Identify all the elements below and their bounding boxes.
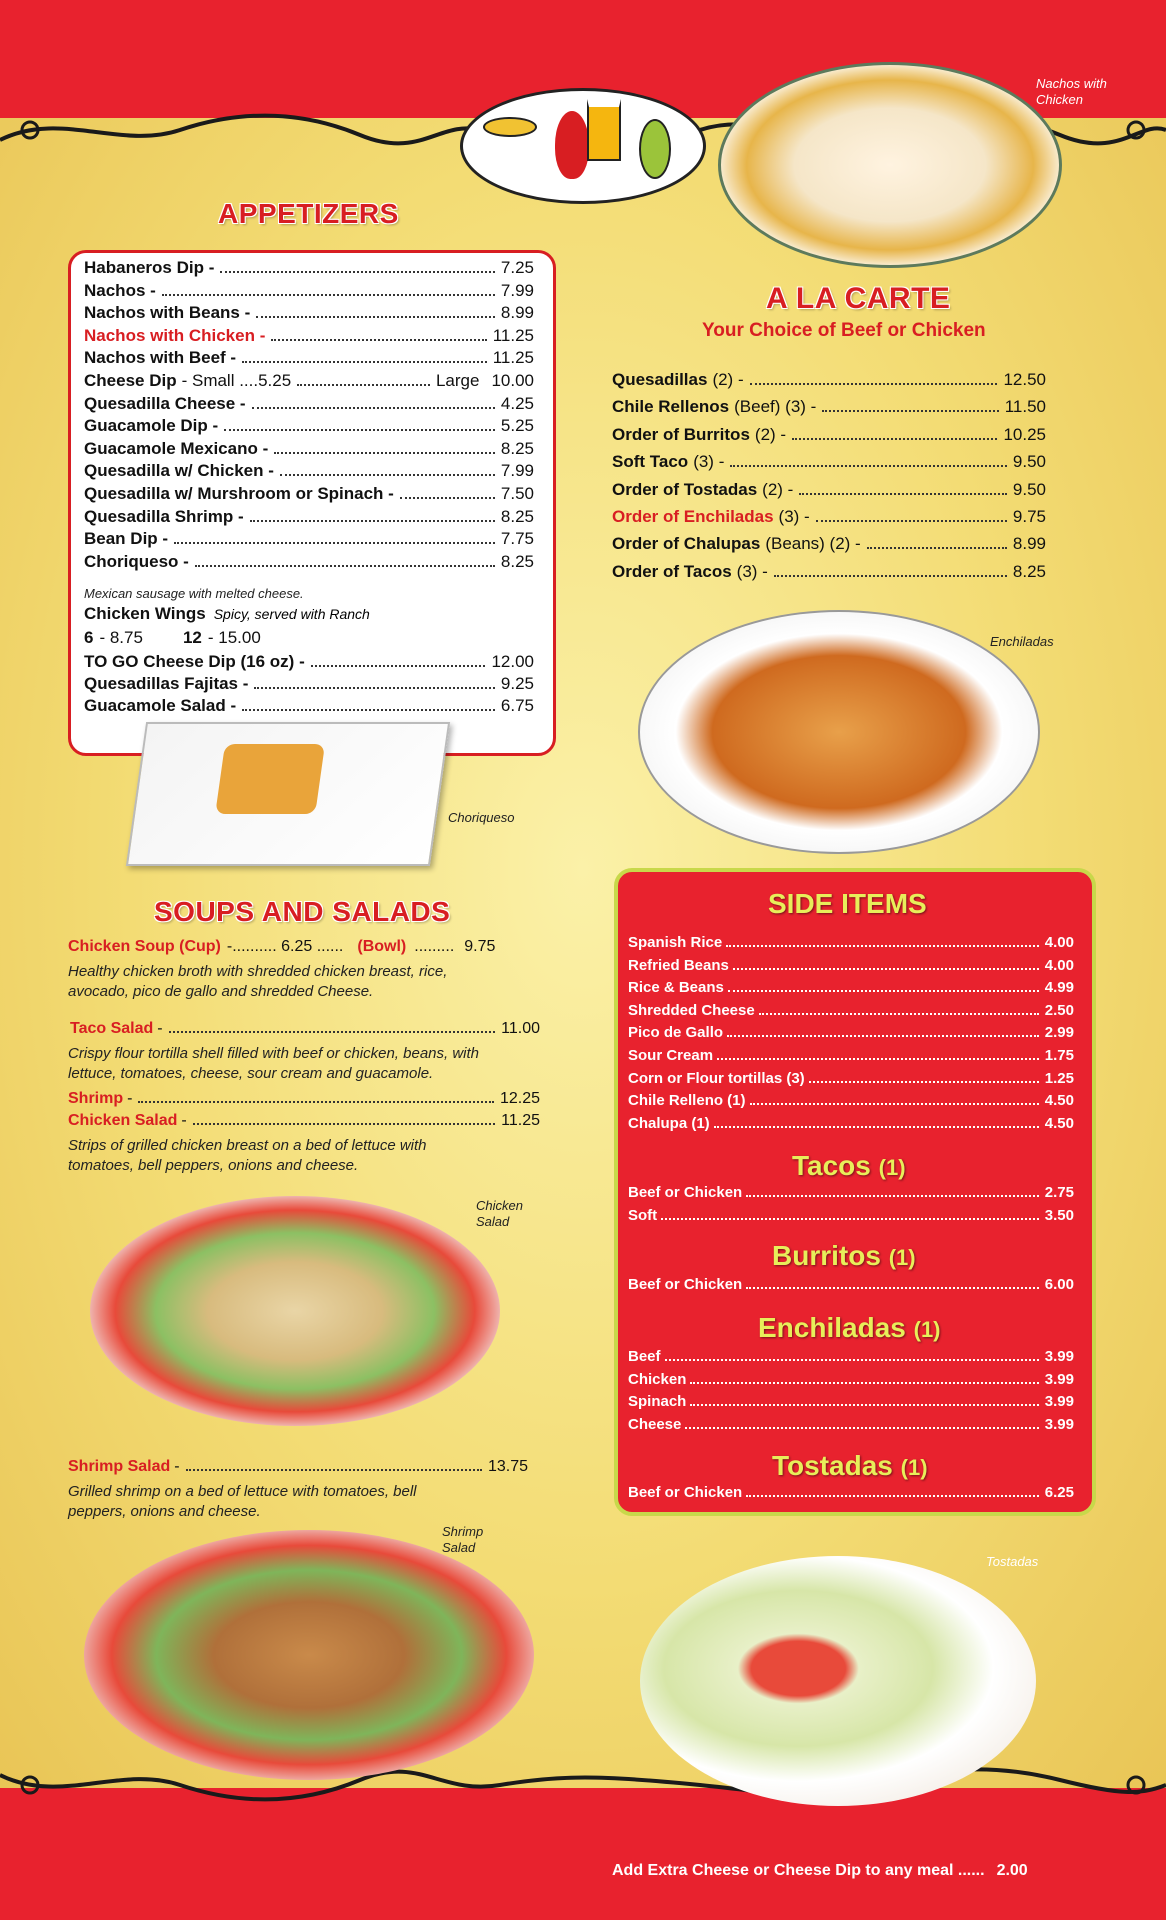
appetizer-item-price: 8.25 [500, 438, 534, 458]
caption-enchiladas: Enchiladas [990, 634, 1054, 649]
appetizer-item-price: 10.00 [491, 371, 534, 390]
caption-nachos-chicken: Nachos with Chicken [1036, 76, 1107, 107]
shrimp-price: 12.25 [499, 1090, 540, 1107]
chicken-wings-prices [84, 628, 261, 648]
choriqueso-note: Mexican sausage with melted cheese. [84, 586, 304, 601]
enchiladas-heading [758, 1312, 941, 1344]
shrimp-row: Shrimp - 12.25 [68, 1090, 540, 1107]
wings-6-price: - 8.75 [99, 628, 143, 647]
side-item-name: Chalupa (1) [628, 1114, 710, 1132]
wings-12-price: - 15.00 [207, 628, 261, 647]
dot-leader [685, 1427, 1038, 1429]
sombrero-icon [483, 117, 537, 137]
carte-row [612, 480, 1046, 500]
dot-leader [774, 575, 1007, 577]
enchilada-item-name: Spinach [628, 1393, 687, 1411]
logo-mascots [460, 88, 706, 204]
dot-leader [162, 294, 495, 296]
burritos-count: (1) [888, 1245, 916, 1270]
side-item-name: Shredded Cheese [628, 1001, 755, 1019]
carte-item-extra: (3) - [778, 507, 810, 526]
appetizer-item-price: 8.99 [500, 303, 534, 323]
carte-row [612, 562, 1046, 582]
appetizer-row [84, 416, 534, 436]
enchilada-item-price: 3.99 [1044, 1393, 1074, 1411]
appetizer-item-name: Guacamole Salad - [84, 696, 237, 715]
dot-leader [809, 1081, 1039, 1083]
caption-tostadas: Tostadas [986, 1554, 1039, 1569]
taco-item-price: 2.75 [1044, 1184, 1074, 1201]
carte-row [612, 534, 1046, 554]
dot-leader [867, 547, 1007, 549]
burrito-item-price: 6.00 [1044, 1276, 1074, 1293]
enchilada-row [628, 1348, 1074, 1365]
appetizer-item-name: Choriqueso - [84, 551, 189, 571]
appetizer-item-name: Quesadilla Cheese - [84, 393, 246, 413]
carte-item-name: Soft Taco [612, 452, 689, 472]
side-item-name: Chile Relleno (1) [628, 1092, 746, 1110]
side-row [628, 979, 1074, 996]
appetizer-item-price: 7.75 [500, 529, 534, 549]
appetizer-row [84, 439, 534, 459]
burritos-heading [772, 1240, 916, 1272]
appetizer-item-price: 5.25 [500, 416, 534, 436]
appetizer-item-price: 7.50 [500, 484, 534, 503]
tacos-heading [792, 1150, 906, 1182]
footer-extra-cheese [612, 1862, 1072, 1880]
dot-leader [271, 339, 486, 341]
chicken-soup-bowl: (Bowl) [357, 938, 407, 955]
vine-border-bottom [0, 1755, 1166, 1815]
appetizer-row [84, 394, 534, 414]
chicken-soup-desc: Healthy chicken broth with shredded chicken breast, rice, avocado, pico de gallo and shredded Cheese. [68, 963, 448, 1000]
dot-leader [254, 687, 495, 689]
side-item-name: Pico de Gallo [628, 1024, 724, 1042]
dot-leader [280, 474, 495, 476]
appetizer-item-price: 12.00 [491, 652, 534, 671]
side-item-price: 2.99 [1044, 1024, 1074, 1042]
caption-chicken-salad: Chicken Salad [476, 1198, 523, 1229]
dot-leader [714, 1126, 1039, 1128]
appetizer-item-name: Quesadilla Shrimp - [84, 506, 244, 526]
carte-item-price: 12.50 [1003, 370, 1046, 389]
tostadas-title: Tostadas [772, 1450, 893, 1481]
appetizer-row [84, 461, 534, 481]
dot-leader [690, 1404, 1038, 1406]
taco-row [628, 1207, 1074, 1224]
carte-item-price: 10.25 [1003, 424, 1046, 444]
tostada-row [628, 1484, 1074, 1501]
footer-text: Add Extra Cheese or Cheese Dip to any meal ...... [612, 1862, 985, 1879]
taco-item-price: 3.50 [1044, 1207, 1074, 1224]
chicken-wings-name: Chicken Wings [84, 604, 206, 623]
dot-leader [822, 410, 998, 412]
carte-item-name: Order of Tacos [612, 561, 732, 581]
chicken-salad-name: Chicken Salad [68, 1112, 178, 1129]
dot-leader [311, 665, 486, 667]
chicken-soup-row: Chicken Soup (Cup) -.......... 6.25 ...... (Bowl) ......... 9.75 [68, 938, 496, 955]
tostadas-heading [772, 1450, 928, 1482]
appetizer-row [84, 484, 534, 504]
enchilada-item-name: Beef [628, 1348, 661, 1365]
dot-leader [224, 429, 495, 431]
carte-row [612, 425, 1046, 445]
chili-icon [555, 111, 589, 179]
side-item-price: 4.00 [1044, 934, 1074, 951]
appetizer-item-price: 4.25 [500, 393, 534, 413]
chicken-salad-photo [90, 1196, 500, 1426]
appetizer-item-name: Guacamole Dip - [84, 416, 219, 436]
dot-leader [274, 452, 495, 454]
carte-item-name: Order of Tostadas [612, 479, 758, 499]
appetizer-item-name: Nachos with Beef - [84, 348, 237, 368]
tostada-item-name: Beef or Chicken [628, 1484, 743, 1501]
enchilada-item-name: Cheese [628, 1415, 682, 1433]
dot-leader [750, 383, 998, 385]
appetizer-row [84, 696, 534, 716]
shrimp-salad-desc: Grilled shrimp on a bed of lettuce with tomatoes, bell peppers, onions and cheese. [68, 1483, 417, 1520]
dot-leader [816, 520, 1007, 522]
carte-item-extra: (Beef) (3) - [734, 397, 817, 417]
appetizers-title: APPETIZERS [218, 198, 399, 229]
carte-row [612, 397, 1046, 417]
side-item-name: Corn or Flour tortillas (3) [628, 1069, 805, 1087]
shrimp-salad-row: Shrimp Salad - 13.75 [68, 1458, 528, 1475]
side-row [628, 1047, 1074, 1064]
dot-leader [690, 1382, 1038, 1384]
appetizer-item-name: Nachos with Chicken - [84, 325, 266, 345]
appetizer-item-name: TO GO Cheese Dip (16 oz) - [84, 652, 305, 671]
shrimp-salad-price: 13.75 [487, 1458, 528, 1475]
carte-item-price: 8.99 [1012, 534, 1046, 554]
side-row [628, 1115, 1074, 1132]
side-item-price: 4.99 [1044, 979, 1074, 997]
carte-item-price: 9.75 [1012, 507, 1046, 526]
tostadas-count: (1) [900, 1455, 928, 1480]
dot-leader [750, 1103, 1039, 1105]
carte-item-name: Chile Rellenos [612, 397, 730, 417]
dot-leader [726, 945, 1039, 947]
dot-leader [746, 1287, 1039, 1289]
appetizer-row [84, 258, 534, 278]
enchilada-row [628, 1393, 1074, 1410]
side-items-title: SIDE ITEMS [768, 888, 927, 919]
tostada-item-price: 6.25 [1044, 1484, 1074, 1501]
appetizer-row [84, 326, 534, 346]
side-item-price: 4.00 [1044, 956, 1074, 974]
shrimp-name: Shrimp [68, 1090, 124, 1107]
carte-row [612, 507, 1046, 527]
carte-item-price: 8.25 [1012, 561, 1046, 581]
dot-leader [256, 316, 495, 318]
tacos-count: (1) [878, 1155, 906, 1180]
appetizer-item-name: Quesadilla w/ Chicken - [84, 461, 274, 481]
carte-item-extra: (Beans) (2) - [765, 534, 861, 554]
enchiladas-count: (1) [913, 1317, 941, 1342]
appetizer-row [84, 529, 534, 549]
enchilada-row [628, 1371, 1074, 1388]
side-item-price: 1.75 [1044, 1047, 1074, 1064]
taco-item-name: Beef or Chicken [628, 1184, 743, 1201]
appetizer-row [84, 281, 534, 301]
chicken-soup-bowl-price: 9.75 [464, 938, 496, 955]
appetizer-item-price: 8.25 [500, 551, 534, 571]
nachos-chicken-photo [718, 62, 1062, 268]
chicken-wings-row [84, 604, 370, 624]
dot-leader [297, 384, 430, 386]
side-item-name: Sour Cream [628, 1047, 714, 1064]
appetizer-item-price: 11.25 [492, 325, 534, 345]
appetizer-row [84, 371, 534, 391]
taco-salad-row: Taco Salad - 11.00 [70, 1020, 540, 1037]
carte-item-price: 9.50 [1012, 452, 1046, 472]
appetizer-row [84, 507, 534, 527]
appetizer-row [84, 674, 534, 694]
choriqueso-photo [126, 722, 450, 866]
taco-salad-name: Taco Salad [70, 1020, 154, 1037]
enchiladas-title: Enchiladas [758, 1312, 906, 1343]
appetizer-item-price: 6.75 [500, 696, 534, 715]
appetizer-row [84, 348, 534, 368]
carte-subtitle: Your Choice of Beef or Chicken [702, 320, 986, 341]
appetizer-item-name: Quesadilla w/ Murshroom or Spinach - [84, 484, 394, 503]
enchilada-item-price: 3.99 [1044, 1370, 1074, 1388]
appetizer-item-price: 8.25 [500, 506, 534, 526]
enchilada-row [628, 1416, 1074, 1433]
dot-leader [195, 565, 495, 567]
tacos-title: Tacos [792, 1150, 871, 1181]
side-row [628, 1024, 1074, 1041]
side-item-name: Spanish Rice [628, 934, 723, 951]
dot-leader [799, 493, 1007, 495]
carte-row [612, 452, 1046, 472]
taco-item-name: Soft [628, 1207, 658, 1224]
caption-shrimp-salad: Shrimp Salad [442, 1524, 484, 1555]
appetizer-item-price: 11.25 [492, 348, 534, 368]
carte-item-name: Order of Enchiladas [612, 507, 774, 526]
dot-leader [174, 542, 495, 544]
chicken-soup-cup: Chicken Soup (Cup) [68, 938, 221, 955]
carte-item-extra: (2) - [754, 424, 787, 444]
enchilada-item-price: 3.99 [1044, 1348, 1074, 1365]
dot-leader [727, 1035, 1039, 1037]
side-item-name: Rice & Beans [628, 979, 724, 997]
shrimp-salad-photo [84, 1530, 534, 1780]
appetizer-item-name: Quesadillas Fajitas - [84, 674, 249, 693]
carte-item-extra: (3) - [736, 561, 768, 581]
appetizer-item-price: 7.99 [500, 461, 534, 481]
tostadas-photo [640, 1554, 1039, 1806]
side-row [628, 1070, 1074, 1087]
dot-leader [661, 1218, 1039, 1220]
chicken-salad-desc: Strips of grilled chicken breast on a bed of lettuce with tomatoes, bell peppers, onions and cheese. [68, 1137, 427, 1174]
dot-leader [242, 709, 495, 711]
appetizer-item-name: Cheese Dip [84, 371, 177, 390]
pepper-icon [639, 119, 671, 179]
caption-choriqueso: Choriqueso [448, 810, 515, 825]
dot-leader [220, 271, 495, 273]
carte-item-price: 11.50 [1004, 397, 1046, 417]
burrito-item-name: Beef or Chicken [628, 1276, 743, 1293]
taco-row [628, 1184, 1074, 1201]
appetizer-item-price: 9.25 [500, 674, 534, 693]
appetizer-item-name: Nachos with Beans - [84, 303, 251, 323]
appetizer-item-price: 7.99 [500, 280, 534, 300]
dot-leader [250, 520, 495, 522]
carte-row [612, 370, 1046, 390]
beer-icon [587, 99, 621, 161]
burritos-title: Burritos [772, 1240, 881, 1271]
appetizer-item-name: Habaneros Dip - [84, 258, 215, 277]
chicken-salad-row: Chicken Salad - 11.25 [68, 1112, 540, 1129]
enchilada-item-name: Chicken [628, 1370, 687, 1388]
appetizer-item-price: 7.25 [500, 258, 534, 277]
dot-leader [252, 407, 495, 409]
carte-item-extra: (2) - [762, 479, 794, 499]
dot-leader [717, 1058, 1039, 1060]
side-row [628, 934, 1074, 951]
taco-salad-desc: Crispy flour tortilla shell filled with beef or chicken, beans, with lettuce, tomatoes, cheese, sour cream and guacamole. [68, 1045, 480, 1082]
appetizer-row [84, 303, 534, 323]
side-item-price: 2.50 [1044, 1001, 1074, 1019]
dot-leader [730, 465, 1007, 467]
dot-leader [242, 361, 487, 363]
carte-title: A LA CARTE [766, 282, 951, 315]
taco-salad-price: 11.00 [501, 1020, 540, 1037]
dot-leader [746, 1495, 1039, 1497]
wings-6-qty: 6 [84, 628, 94, 647]
appetizer-item-extra2: Large [435, 371, 480, 390]
chicken-salad-price: 11.25 [501, 1112, 540, 1129]
dot-leader [759, 1013, 1039, 1015]
carte-item-name: Order of Chalupas [612, 534, 761, 554]
dot-leader [400, 497, 495, 499]
side-item-name: Refried Beans [628, 956, 729, 974]
side-row [628, 1092, 1074, 1109]
wings-12-qty: 12 [182, 628, 202, 647]
appetizer-item-extra: - Small ....5.25 [181, 371, 292, 390]
chicken-wings-note: Spicy, served with Ranch [213, 606, 370, 622]
dot-leader [733, 968, 1039, 970]
dot-leader [728, 990, 1039, 992]
soups-title: SOUPS AND SALADS [154, 896, 451, 927]
appetizer-item-name: Nachos - [84, 280, 156, 300]
chicken-soup-cup-price: -.......... 6.25 ...... [226, 938, 344, 955]
carte-item-extra: (3) - [693, 452, 725, 472]
dot-leader [792, 438, 997, 440]
shrimp-salad-name: Shrimp Salad [68, 1458, 171, 1475]
appetizer-row [84, 552, 534, 572]
carte-item-name: Quesadillas [612, 370, 708, 389]
carte-item-price: 9.50 [1012, 479, 1046, 499]
side-item-price: 4.50 [1044, 1092, 1074, 1110]
footer-price: 2.00 [996, 1862, 1028, 1879]
carte-item-name: Order of Burritos [612, 424, 750, 444]
enchilada-item-price: 3.99 [1044, 1415, 1074, 1433]
burrito-row [628, 1276, 1074, 1293]
appetizer-item-name: Bean Dip - [84, 529, 169, 549]
enchiladas-photo [638, 610, 1040, 854]
side-row [628, 1002, 1074, 1019]
side-item-price: 1.25 [1044, 1069, 1074, 1087]
appetizer-row [84, 652, 534, 672]
side-item-price: 4.50 [1044, 1114, 1074, 1132]
side-row [628, 957, 1074, 974]
appetizer-item-name: Guacamole Mexicano - [84, 438, 269, 458]
dot-leader [665, 1359, 1039, 1361]
dot-leader [746, 1195, 1039, 1197]
carte-item-extra: (2) - [712, 370, 744, 389]
